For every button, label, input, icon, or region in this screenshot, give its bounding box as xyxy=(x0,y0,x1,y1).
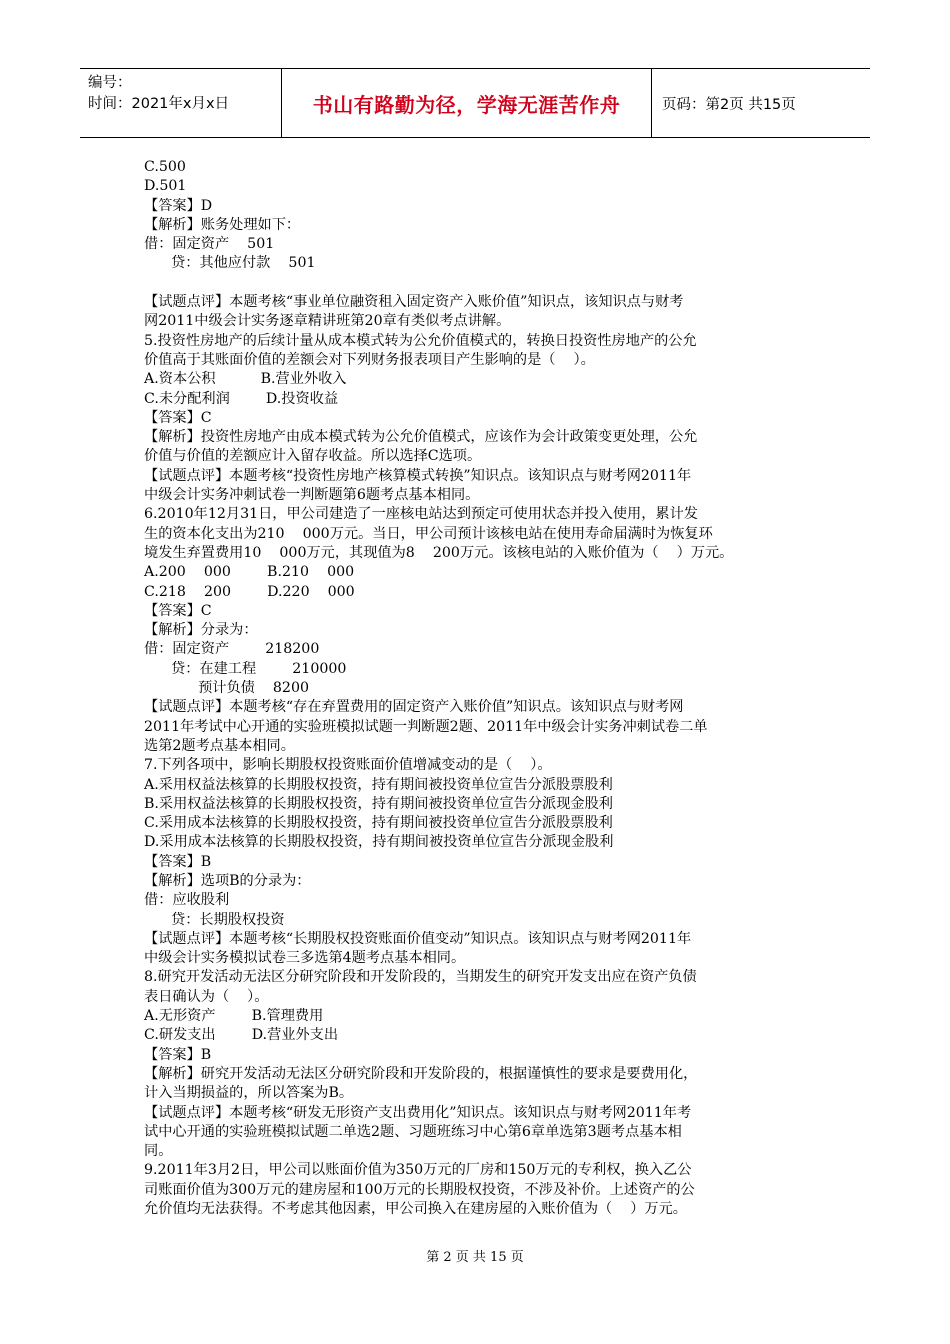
text-line: 7.下列各项中，影响长期股权投资账面价值增减变动的是（ ）。 xyxy=(144,757,552,774)
text-line: A.采用权益法核算的长期股权投资，持有期间被投资单位宣告分派股票股利 xyxy=(144,776,613,793)
text-line: 同。 xyxy=(144,1143,173,1160)
document-date: 时间：2021年x月x日 xyxy=(88,96,230,112)
text-line: D.501 xyxy=(144,178,187,195)
text-line: 预计负债 8200 xyxy=(144,680,310,697)
text-line: 【答案】B xyxy=(144,1046,212,1063)
text-line: 6.2010年12月31日，甲公司建造了一座核电站达到预定可使用状态并投入使用，累计发 xyxy=(144,506,698,523)
text-line: A.无形资产 B.管理费用 xyxy=(144,1008,324,1025)
text-line: 借：固定资产 218200 xyxy=(144,641,320,658)
text-line: 【答案】C xyxy=(144,409,212,426)
document-number-label: 编号： xyxy=(88,75,132,91)
header-info-cell xyxy=(80,69,282,137)
text-line: 【试题点评】本题考核“研发无形资产支出费用化”知识点。该知识点与财考网2011年考 xyxy=(144,1104,692,1121)
text-line: 价值与价值的差额应计入留存收益。所以选择C选项。 xyxy=(144,448,482,465)
text-line: 5.投资性房地产的后续计量从成本模式转为公允价值模式的，转换日投资性房地产的公允 xyxy=(144,332,697,349)
header-motto: 书山有路勤为径，学海无涯苦作舟 xyxy=(312,92,621,117)
text-line: 【答案】C xyxy=(144,602,212,619)
text-line: C.218 200 D.220 000 xyxy=(144,583,355,600)
text-line: 中级会计实务冲刺试卷一判断题第6题考点基本相同。 xyxy=(144,487,480,504)
text-line: 境发生弃置费用10 000万元，其现值为8 200万元。该核电站的入账价值为（ ）万元。 xyxy=(144,544,734,561)
text-line: 生的资本化支出为210 000万元。当日，甲公司预计该核电站在使用寿命届满时为恢复环 xyxy=(144,525,713,542)
text-line: 贷：其他应付款 501 xyxy=(144,255,316,272)
page-header xyxy=(80,68,870,138)
text-line: 【答案】D xyxy=(144,197,213,214)
text-line: 表日确认为（ ）。 xyxy=(144,988,269,1005)
text-line: 【解析】分录为： xyxy=(144,622,258,639)
text-line: 【解析】投资性房地产由成本模式转为公允价值模式，应该作为会计政策变更处理，公允 xyxy=(144,429,698,446)
header-motto-cell xyxy=(282,69,652,137)
text-line: 【解析】账务处理如下： xyxy=(144,216,301,233)
text-line: 借：固定资产 501 xyxy=(144,236,275,253)
text-line: 网2011中级会计实务逐章精讲班第20章有类似考点讲解。 xyxy=(144,313,511,330)
text-line: A.资本公积 B.营业外收入 xyxy=(144,371,347,388)
text-line: 【试题点评】本题考核“事业单位融资租入固定资产入账价值”知识点，该知识点与财考 xyxy=(144,294,684,311)
text-line: C.研发支出 D.营业外支出 xyxy=(144,1027,339,1044)
text-line: A.200 000 B.210 000 xyxy=(144,564,355,581)
page-footer: 第 2 页 共 15 页 xyxy=(426,1250,524,1265)
text-line: 借：应收股利 xyxy=(144,892,230,909)
text-line: D.采用成本法核算的长期股权投资，持有期间被投资单位宣告分派现金股利 xyxy=(144,834,614,851)
text-line: 【解析】选项B的分录为： xyxy=(144,872,311,889)
text-line: 贷：在建工程 210000 xyxy=(144,660,347,677)
text-line: 【解析】研究开发活动无法区分研究阶段和开发阶段的，根据谨慎性的要求是要费用化， xyxy=(144,1065,698,1082)
text-line: 2011年考试中心开通的实验班模拟试题一判断题2题、2011年中级会计实务冲刺试卷二单 xyxy=(144,718,708,735)
text-line: 【答案】B xyxy=(144,853,212,870)
text-line: 贷：长期股权投资 xyxy=(144,911,285,928)
document-body xyxy=(144,158,814,1219)
text-line: C.未分配利润 D.投资收益 xyxy=(144,390,339,407)
text-line: 【试题点评】本题考核“投资性房地产核算模式转换”知识点。该知识点与财考网2011年 xyxy=(144,467,692,484)
text-line: 【试题点评】本题考核“长期股权投资账面价值变动”知识点。该知识点与财考网2011年 xyxy=(144,930,692,947)
text-line xyxy=(144,274,814,293)
header-page-cell xyxy=(652,69,870,137)
text-line: 试中心开通的实验班模拟试题二单选2题、习题班练习中心第6章单选第3题考点基本相 xyxy=(144,1123,682,1140)
text-line: 允价值均无法获得。不考虑其他因素，甲公司换入在建房屋的入账价值为（ ）万元。 xyxy=(144,1201,687,1218)
header-page-info: 页码：第2页 共15页 xyxy=(662,96,796,113)
text-line: 中级会计实务模拟试卷三多选第4题考点基本相同。 xyxy=(144,950,466,967)
text-line: 计入当期损益的，所以答案为B。 xyxy=(144,1085,354,1102)
text-line: 司账面价值为300万元的建房屋和100万元的长期股权投资，不涉及补价。上述资产的公 xyxy=(144,1181,695,1198)
text-line: 8.研究开发活动无法区分研究阶段和开发阶段的，当期发生的研究开发支出应在资产负债 xyxy=(144,969,697,986)
text-line: 价值高于其账面价值的差额会对下列财务报表项目产生影响的是（ ）。 xyxy=(144,351,595,368)
text-line: 选第2题考点基本相同。 xyxy=(144,737,295,754)
text-line: B.采用权益法核算的长期股权投资，持有期间被投资单位宣告分派现金股利 xyxy=(144,795,613,812)
text-line: 9.2011年3月2日，甲公司以账面价值为350万元的厂房和150万元的专利权，换入乙公 xyxy=(144,1162,692,1179)
text-line: C.采用成本法核算的长期股权投资，持有期间被投资单位宣告分派股票股利 xyxy=(144,815,613,832)
text-line: 【试题点评】本题考核“存在弃置费用的固定资产入账价值”知识点。该知识点与财考网 xyxy=(144,699,684,716)
text-line: C.500 xyxy=(144,159,186,175)
